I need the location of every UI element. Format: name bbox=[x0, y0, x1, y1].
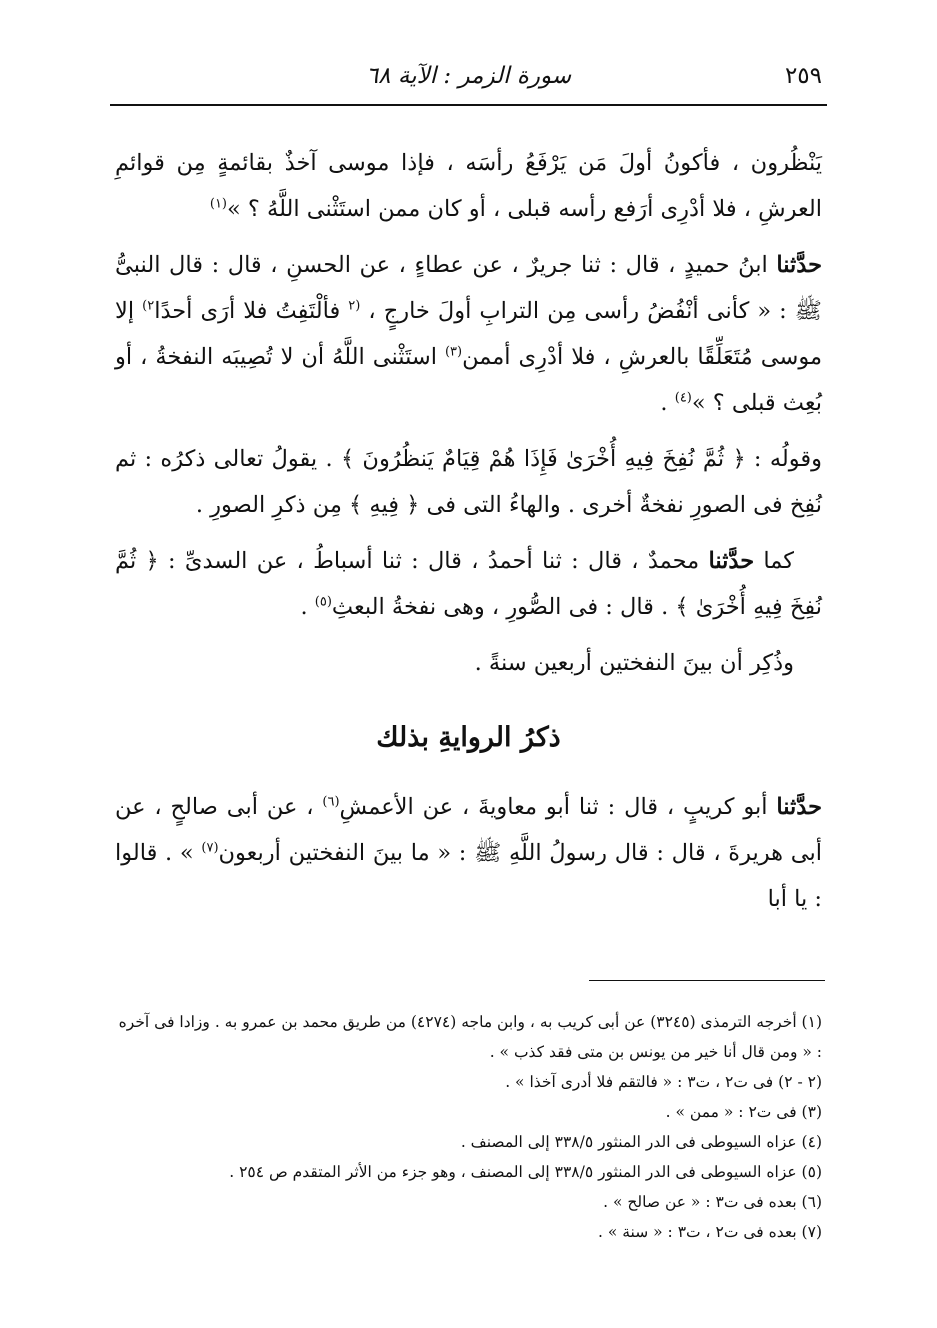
paragraph-3 bbox=[115, 436, 822, 528]
paragraph-text: يَنْظُرون ، فأكونُ أولَ مَن يَرْفَعُ رأسَه ، فإذا موسى آخذٌ بقائمةٍ مِن قوائمِ العرشِ ، فلا أدْرِى أرَفع رأسه قبلى ، أو كان ممن استَثْنى اللَّهُ ؟ » bbox=[115, 150, 822, 222]
footnote-marker: ٢) bbox=[142, 298, 155, 314]
footnote-6: (٦) بعده فى ت٣ : « عن صالح » . bbox=[603, 1193, 822, 1211]
paragraph-text: » . قالوا : يا أبا bbox=[115, 840, 822, 912]
footnote-marker: (٦) bbox=[322, 794, 340, 810]
paragraph-text: . bbox=[300, 594, 315, 620]
paragraph-text: ابنُ حميدٍ ، قال : ثنا جريرٌ ، عن عطاءٍ ، عن الحسنِ ، قال : قال النبىُّ ﷺ : « كأنى أنْفُضُ رأسى مِن الترابِ أولَ خارجٍ ، bbox=[115, 252, 822, 324]
footnote-marker: (٥) bbox=[314, 594, 332, 610]
footnote-1: (١) أخرجه الترمذى (٣٢٤٥) عن أبى كريب به ، وابن ماجه (٤٢٧٤) من طريق محمد بن عمرو به . وزادا فى آخره : « ومن قال أنا خير من يونس بن متى فقد كذب » . bbox=[118, 1013, 822, 1061]
footnote-marker: (٢ bbox=[348, 298, 361, 314]
paragraph-text: محمدٌ ، قال : ثنا أحمدُ ، قال : ثنا أسباطُ ، عن السدىِّ : ﴿ ثُمَّ نُفِخَ فِيهِ أُخْرَىٰ ﴾ . قال : فى الصُّورِ ، وهى نفخةُ البعثِ bbox=[115, 548, 822, 620]
footnote-marker: (٧) bbox=[201, 840, 219, 856]
page-number: ٢٥٩ bbox=[784, 63, 822, 89]
main-text bbox=[115, 140, 822, 944]
paragraph-text: كما bbox=[754, 548, 794, 574]
paragraph-text: ، عن أبى صالحٍ ، عن أبى هريرةَ ، قال : قال رسولُ اللَّهِ ﷺ : « ما بينَ النفختين أربعون bbox=[115, 794, 823, 866]
paragraph-text: إلا موسى مُتَعَلِّقًا بالعرشِ ، فلا أدْرِى أممن bbox=[115, 298, 822, 370]
footnote-marker: (٤) bbox=[674, 390, 692, 406]
paragraph-text: أبو كريبٍ ، قال : ثنا أبو معاويةَ ، عن الأعمشِ bbox=[339, 794, 777, 820]
footnote-marker: (١) bbox=[209, 196, 227, 212]
paragraph-1 bbox=[115, 140, 822, 232]
footnote-rule bbox=[589, 980, 825, 981]
footnote-4: (٤) عزاه السيوطى فى الدر المنثور ٣٣٨/٥ إلى المصنف . bbox=[460, 1133, 822, 1151]
footnotes bbox=[115, 1007, 822, 1247]
footnote-7: (٧) بعده فى ت٢ ، ت٣ : « سنة » . bbox=[597, 1223, 822, 1241]
section-heading: ذكرُ الروايةِ بذلك bbox=[376, 722, 561, 753]
header-rule bbox=[110, 104, 827, 106]
hadith-lead: حدَّثنا bbox=[708, 548, 755, 574]
paragraph-2 bbox=[115, 242, 822, 426]
hadith-lead: حدَّثنا bbox=[776, 252, 822, 278]
paragraph-5 bbox=[115, 640, 822, 686]
footnote-2: (٢ - ٢) فى ت٢ ، ت٣ : « فالتقم فلا أدرى آخذا » . bbox=[505, 1073, 822, 1091]
running-header bbox=[115, 60, 822, 100]
paragraph-text: استَثْنى اللَّهُ أن لا تُصِيبَه النفخةُ ، أو بُعِث قبلى ؟ » bbox=[115, 344, 822, 416]
header-title: سورة الزمر : الآية ٦٨ bbox=[365, 63, 572, 89]
footnote-3: (٣) فى ت٢ : « ممن » . bbox=[665, 1103, 822, 1121]
footnote-5: (٥) عزاه السيوطى فى الدر المنثور ٣٣٨/٥ إلى المصنف ، وهو جزء من الأثر المتقدم ص ٢٥٤ . bbox=[229, 1163, 822, 1181]
paragraph-text: . bbox=[660, 390, 675, 416]
paragraph-text: وذُكِر أن بينَ النفختين أربعين سنةً . bbox=[474, 650, 794, 676]
paragraph-6 bbox=[115, 784, 822, 922]
paragraph-4 bbox=[115, 538, 822, 630]
paragraph-text: وقولُه : ﴿ ثُمَّ نُفِخَ فِيهِ أُخْرَىٰ فَإِذَا هُمْ قِيَامٌ يَنظُرُونَ ﴾ . يقولُ تعالى ذكرُه : ثم نُفِخ فى الصورِ نفخةٌ أخرى . والهاءُ التى فى ﴿ فِيهِ ﴾ مِن ذكرِ الصورِ . bbox=[115, 446, 822, 518]
hadith-lead: حدَّثنا bbox=[776, 794, 822, 820]
footnote-marker: (٣) bbox=[444, 344, 463, 360]
paragraph-text: فألْتَفِتُ فلا أرَى أحدًا bbox=[154, 298, 349, 324]
